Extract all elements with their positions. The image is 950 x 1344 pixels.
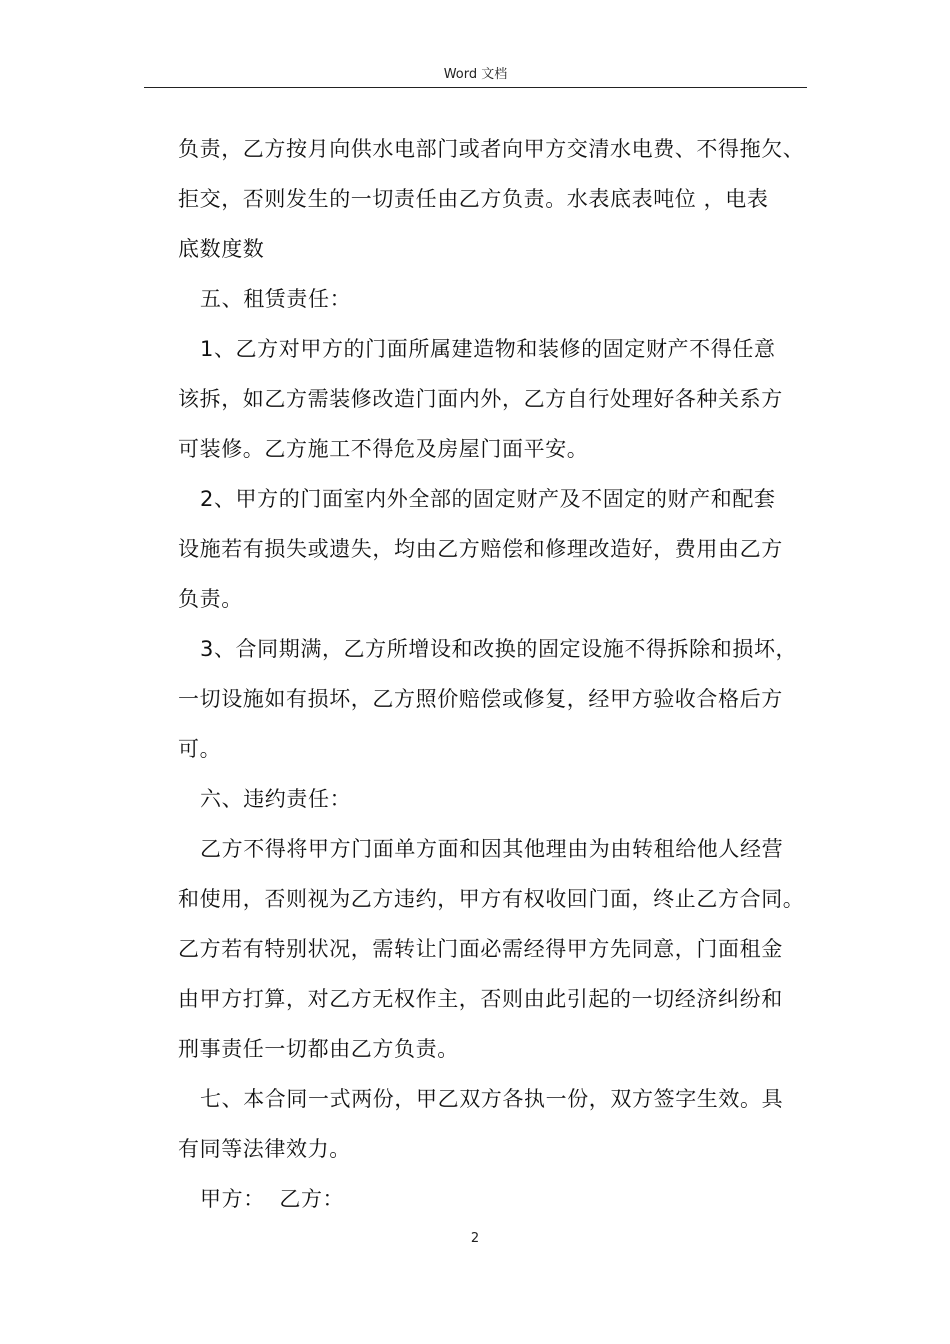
page-header: Word 文档 [443, 67, 508, 82]
clause-line: 乙方不得将甲方门面单方面和因其他理由为由转租给他人经营 [200, 837, 784, 861]
clause-line: 3、合同期满，乙方所增设和改换的固定设施不得拆除和损坏， [200, 637, 798, 661]
body-line: 有同等法律效力。 [178, 1137, 351, 1161]
body-line: 可。 [178, 737, 222, 761]
body-line: 乙方若有特别状况，需转让门面必需经得甲方先同意，门面租金 [178, 937, 783, 961]
body-line: 底数度数 [178, 237, 265, 261]
body-line: 该拆，如乙方需装修改造门面内外，乙方自行处理好各种关系方 [178, 387, 783, 411]
body-line: 拒交，否则发生的一切责任由乙方负责。水表底表吨位 ，电表 [178, 187, 769, 211]
body-line: 刑事责任一切都由乙方负责。 [178, 1037, 459, 1061]
clause-line: 2、甲方的门面室内外全部的固定财产及不固定的财产和配套 [200, 487, 776, 511]
body-line: 和使用，否则视为乙方违约，甲方有权收回门面，终止乙方合同。 [178, 887, 805, 911]
body-line: 可装修。乙方施工不得危及房屋门面平安。 [178, 437, 589, 461]
body-line: 由甲方打算，对乙方无权作主，否则由此引起的一切经济纠纷和 [178, 987, 783, 1011]
clause-line: 1、乙方对甲方的门面所属建造物和装修的固定财产不得任意 [200, 337, 776, 361]
section-heading: 六、违约责任： [200, 787, 352, 811]
page-number: 2 [470, 1231, 480, 1246]
clause-line: 七、本合同一式两份，甲乙双方各执一份，双方签字生效。具 [200, 1087, 784, 1111]
body-line: 负责。 [178, 587, 243, 611]
section-heading: 五、租赁责任： [200, 287, 352, 311]
header-divider [144, 87, 807, 88]
body-line: 一切设施如有损坏，乙方照价赔偿或修复，经甲方验收合格后方 [178, 687, 783, 711]
signature-line: 甲方： 乙方： [200, 1187, 345, 1211]
body-line: 负责，乙方按月向供水电部门或者向甲方交清水电费、不得拖欠、 [178, 137, 805, 161]
body-line: 设施若有损失或遗失，均由乙方赔偿和修理改造好，费用由乙方 [178, 537, 783, 561]
